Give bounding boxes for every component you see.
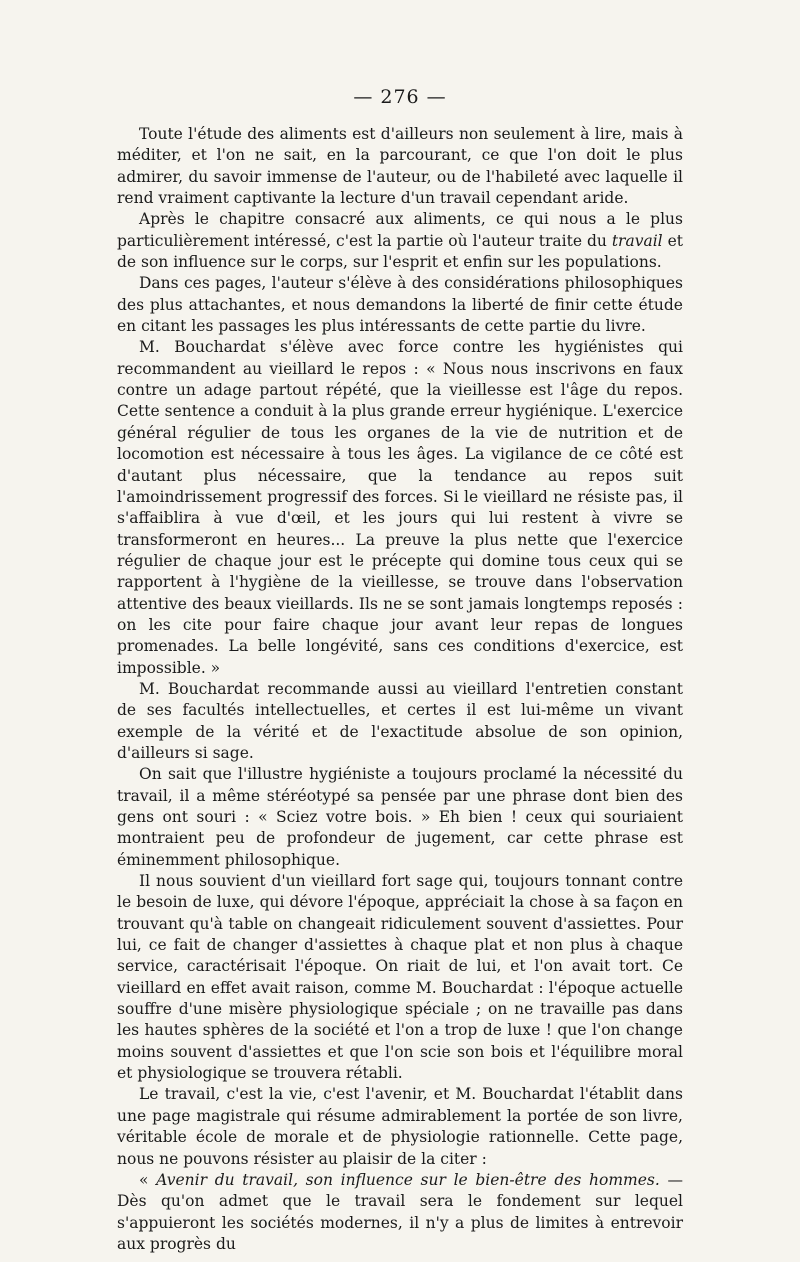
paragraph: On sait que l'illustre hygiéniste a toujours proclamé la nécessité du travail, il a même stéréotypé sa pensée par une phrase dont bien des gens ont souri : « Sciez votre bois. » Eh bien ! ceux qui souriaient montraient peu de profondeur de jugement, car cette phrase est éminemment philosophique. [117, 765, 683, 869]
paragraph: Dans ces pages, l'auteur s'élève à des considérations philosophiques des plus attachantes, et nous demandons la liberté de finir cette étude en citant les passages les plus intéressants de cette partie du livre. [117, 274, 683, 336]
paragraph [117, 1170, 683, 1255]
paragraph-text: — Dès qu'on admet que le travail sera le fondement sur lequel s'appuieront les sociétés modernes, il n'y a plus de limites à entrevoir aux progrès du [117, 1170, 683, 1253]
paragraph [117, 209, 683, 273]
paragraph: M. Bouchardat recommande aussi au vieillard l'entretien constant de ses facultés intellectuelles, et certes il est lui-même un vivant exemple de la vérité et de l'exactitude absolue de son opinion, d'ailleurs si sage. [117, 679, 683, 762]
page-number: — 276 — [353, 86, 447, 108]
paragraph: Le travail, c'est la vie, c'est l'avenir, et M. Bouchardat l'établit dans une page magistrale qui résume admirablement la portée de son livre, véritable école de morale et de physiologie rationnelle. Cette page, nous ne pouvons résister au plaisir de la citer : [117, 1085, 683, 1168]
paragraph-text: et de son influence sur le corps, sur l'esprit et enfin sur les populations. [117, 231, 683, 272]
italic-heading: Avenir du travail, son influence sur le bien-être des hommes. [156, 1170, 660, 1189]
italic-term: travail [611, 231, 663, 250]
paragraph: Toute l'étude des aliments est d'ailleurs non seulement à lire, mais à méditer, et l'on ne sait, en la parcourant, ce que l'on doit le plus admirer, du savoir immense de l'auteur, ou de l'habileté avec laquelle il rend vraiment captivante la lecture d'un travail cependant aride. [117, 125, 683, 208]
paragraph-text: « [139, 1170, 157, 1189]
page-body [117, 124, 683, 1255]
paragraph: Il nous souvient d'un vieillard fort sage qui, toujours tonnant contre le besoin de luxe, qui dévore l'époque, appréciait la chose à sa façon en trouvant qu'à table on changeait ridiculement souvent d'assiettes. Pour lui, ce fait de changer d'assiettes à chaque plat et non plus à chaque service, caractérisait l'époque. On riait de lui, et l'on avait tort. Ce vieillard en effet avait raison, comme M. Bouchardat : l'époque actuelle souffre d'une misère physiologique spéciale ; on ne travaille pas dans les hautes sphères de la société et l'on a trop de luxe ! que l'on change moins souvent d'assiettes et que l'on scie son bois et l'équilibre moral et physiologique se trouvera rétabli. [117, 872, 683, 1083]
paragraph-text: Après le chapitre consacré aux aliments, ce qui nous a le plus particulièrement intéressé, c'est la partie où l'auteur traite du [117, 210, 683, 250]
paragraph: M. Bouchardat s'élève avec force contre les hygiénistes qui recommandent au vieillard le repos : « Nous nous inscrivons en faux contre un adage partout répété, que la vieillesse est l'âge du repos. Cette sentence a conduit à la plus grande erreur hygiénique. L'exercice général régulier de tous les organes de la vie de nutrition et de locomotion est nécessaire à tous les âges. La vigilance de ce côté est d'autant plus nécessaire, que la tendance au repos suit l'amoindrissement progressif des forces. Si le vieillard ne résiste pas, il s'affaiblira à vue d'œil, et les jours qui lui restent à vivre se transformeront en heures... La preuve la plus nette que l'exercice régulier de chaque jour est le précepte qui domine tous ceux qui se rapportent à l'hygiène de la vieillesse, se trouve dans l'observation attentive des beaux vieillards. Ils ne se sont jamais longtemps reposés : on les cite pour faire chaque jour avant leur repas de longues promenades. La belle longévité, sans ces conditions d'exercice, est impossible. » [117, 338, 683, 677]
